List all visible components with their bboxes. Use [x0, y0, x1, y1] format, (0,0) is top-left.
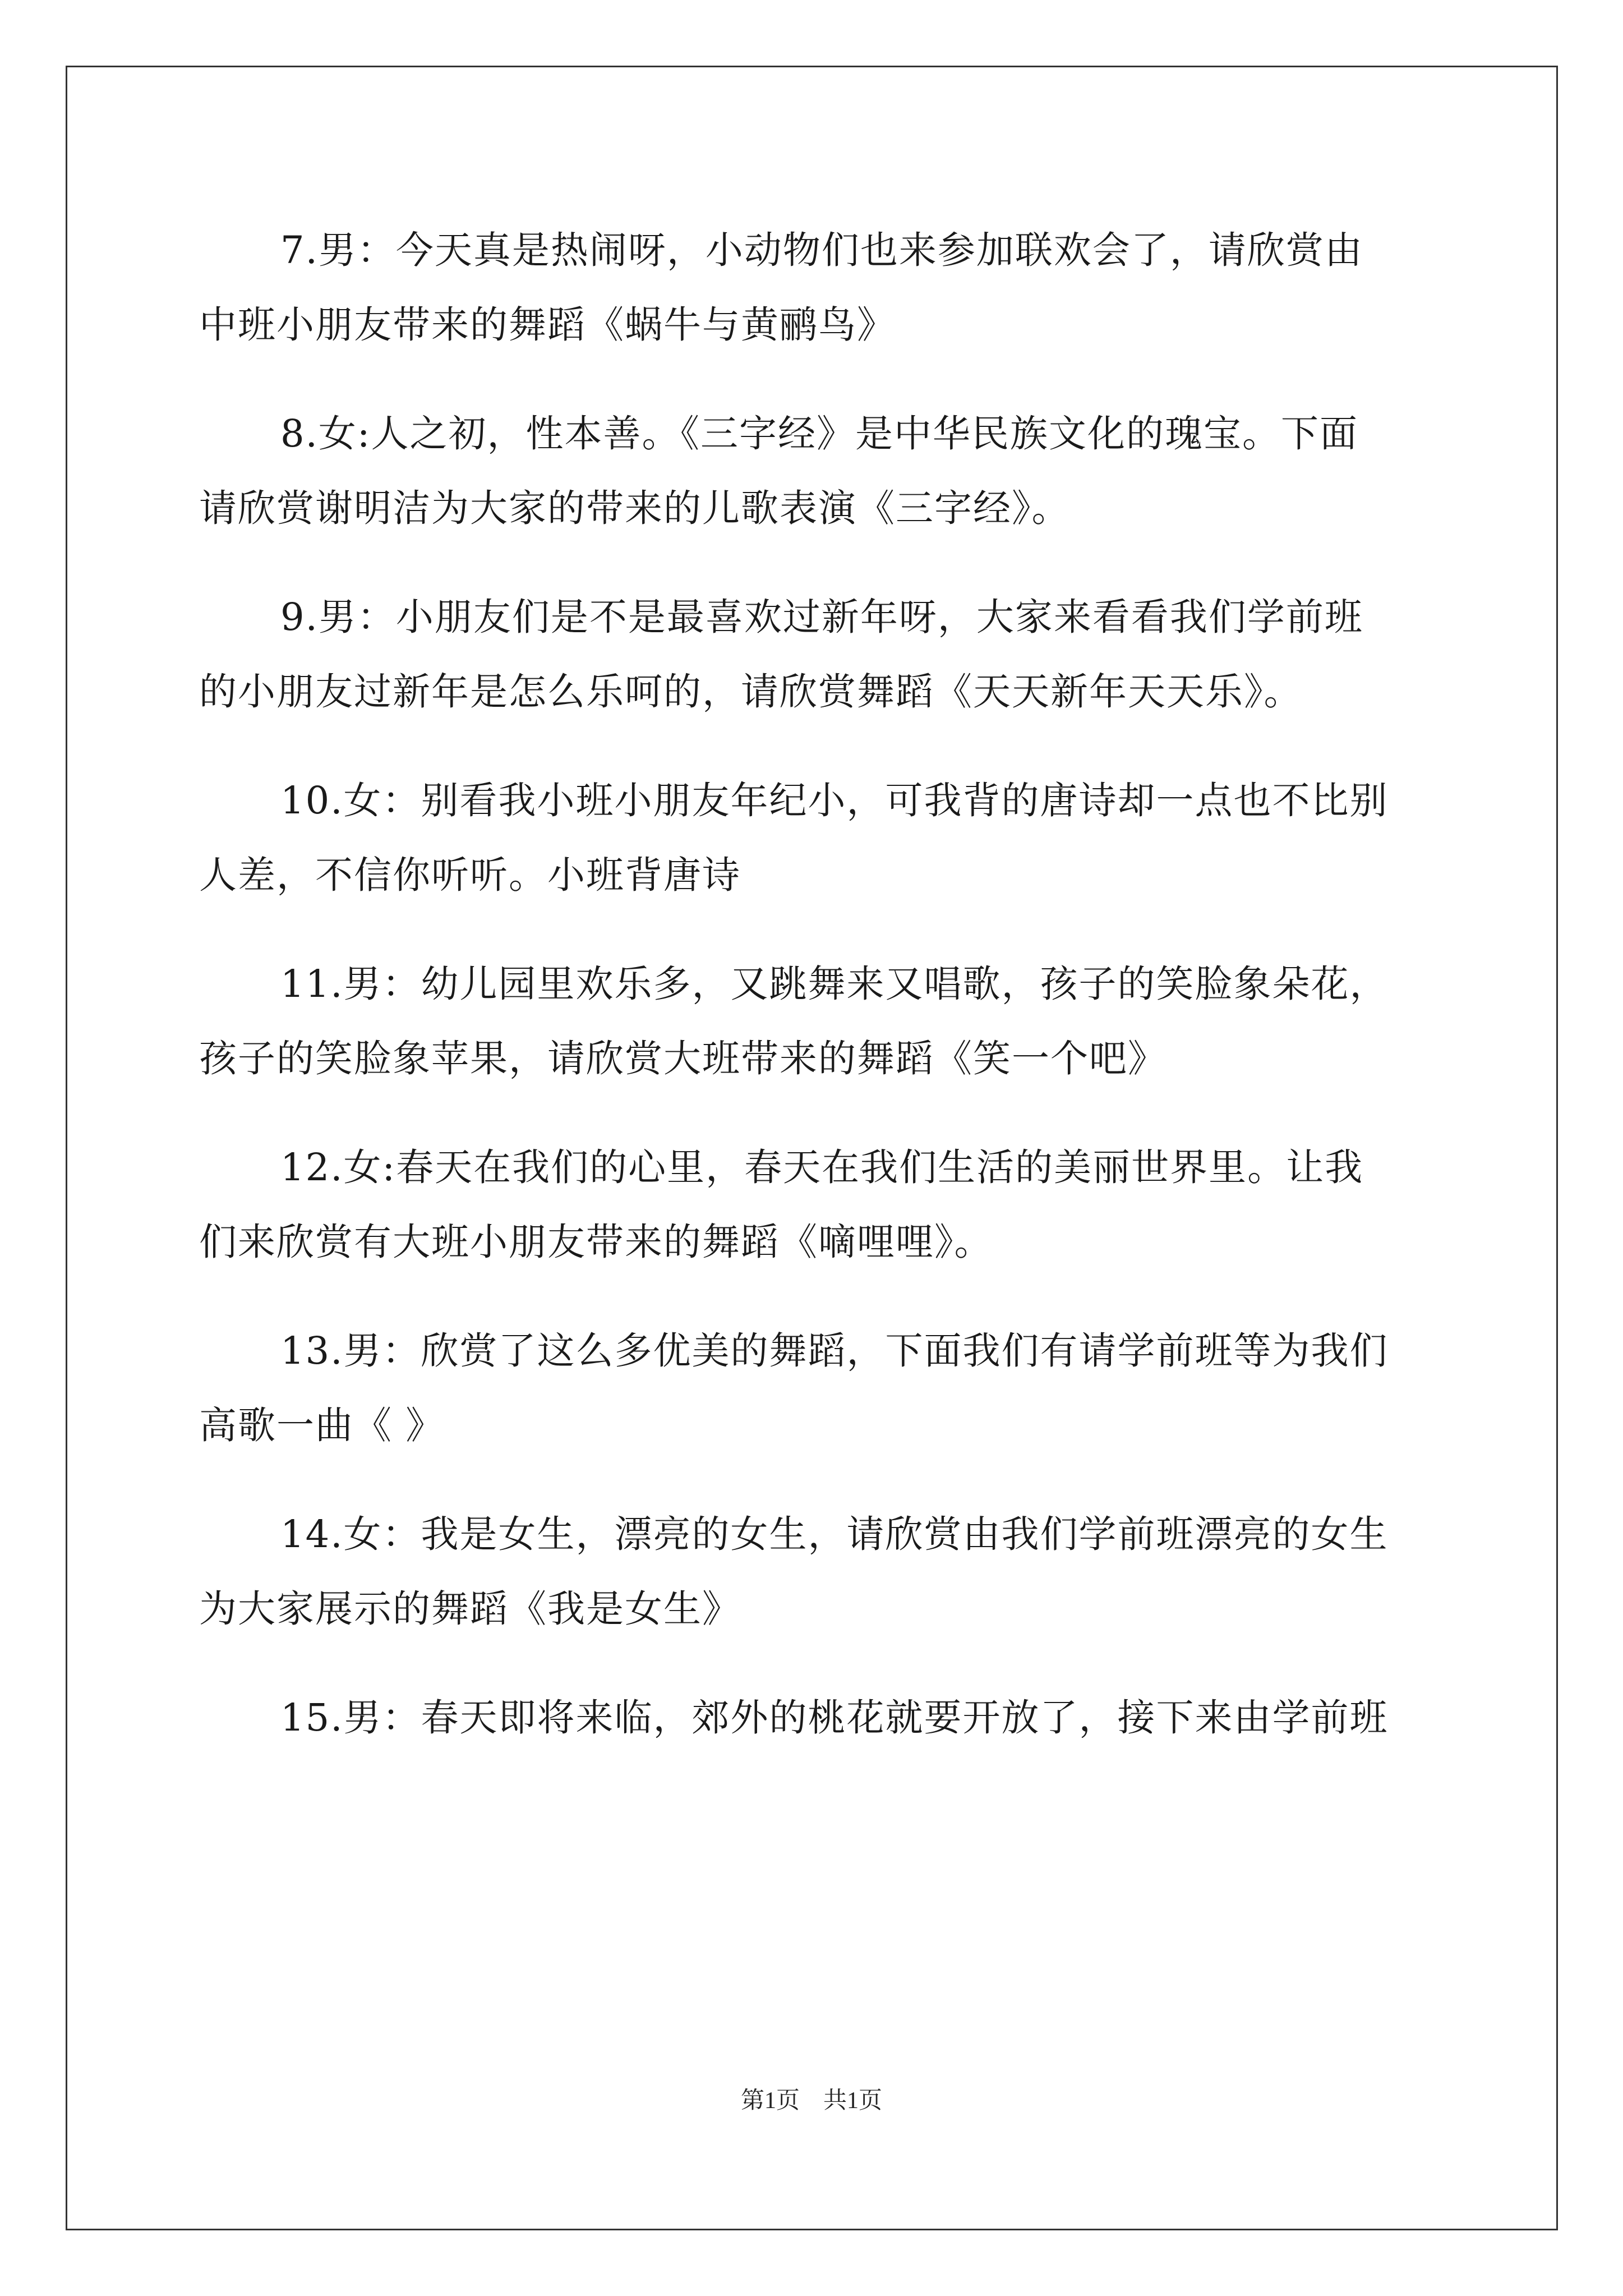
paragraph-line: 请欣赏谢明洁为大家的带来的儿歌表演《三字经》。 — [199, 486, 1071, 530]
paragraph-line: 12.女:春天在我们的心里，春天在我们生活的美丽世界里。让我 — [280, 1145, 1364, 1189]
paragraph-line: 的小朋友过新年是怎么乐呵的，请欣赏舞蹈《天天新年天天乐》。 — [199, 670, 1303, 714]
paragraph-line: 13.男：欣赏了这么多优美的舞蹈，下面我们有请学前班等为我们 — [280, 1329, 1389, 1373]
paragraph-8 — [199, 397, 1433, 546]
paragraph-10 — [199, 763, 1433, 913]
paragraph-line: 为大家展示的舞蹈《我是女生》 — [199, 1587, 741, 1631]
paragraph-7 — [199, 213, 1433, 362]
paragraph-line: 10.女：别看我小班小朋友年纪小，可我背的唐诗却一点也不比别 — [280, 779, 1389, 822]
paragraph-11 — [199, 947, 1433, 1096]
paragraph-line: 孩子的笑脸象苹果，请欣赏大班带来的舞蹈《笑一个吧》 — [199, 1037, 1166, 1080]
paragraph-line: 7.男：今天真是热闹呀，小动物们也来参加联欢会了，请欣赏由 — [280, 228, 1363, 272]
paragraph-line: 9.男：小朋友们是不是最喜欢过新年呀，大家来看看我们学前班 — [280, 595, 1363, 639]
paragraph-line: 中班小朋友带来的舞蹈《蜗牛与黄鹂鸟》 — [199, 303, 896, 347]
paragraph-12 — [199, 1130, 1433, 1280]
paragraph-line: 人差，不信你听听。小班背唐诗 — [199, 853, 741, 897]
paragraph-13 — [199, 1314, 1433, 1463]
paragraph-line: 11.男：幼儿园里欢乐多，又跳舞来又唱歌，孩子的笑脸象朵花， — [280, 962, 1389, 1006]
paragraph-line: 8.女:人之初，性本善。《三字经》是中华民族文化的瑰宝。下面 — [280, 412, 1358, 455]
paragraph-line: 15.男：春天即将来临，郊外的桃花就要开放了，接下来由学前班 — [280, 1696, 1389, 1740]
paragraph-line: 14.女：我是女生，漂亮的女生，请欣赏由我们学前班漂亮的女生 — [280, 1512, 1389, 1556]
paragraph-line: 高歌一曲《 》 — [199, 1404, 445, 1447]
paragraph-14 — [199, 1497, 1433, 1646]
paragraph-15 — [199, 1681, 1433, 1755]
page-number-footer: 第1页 共1页 — [740, 2088, 882, 2114]
paragraph-9 — [199, 580, 1433, 729]
document-body — [199, 213, 1433, 1789]
paragraph-line: 们来欣赏有大班小朋友带来的舞蹈《嘀哩哩》。 — [199, 1220, 993, 1264]
